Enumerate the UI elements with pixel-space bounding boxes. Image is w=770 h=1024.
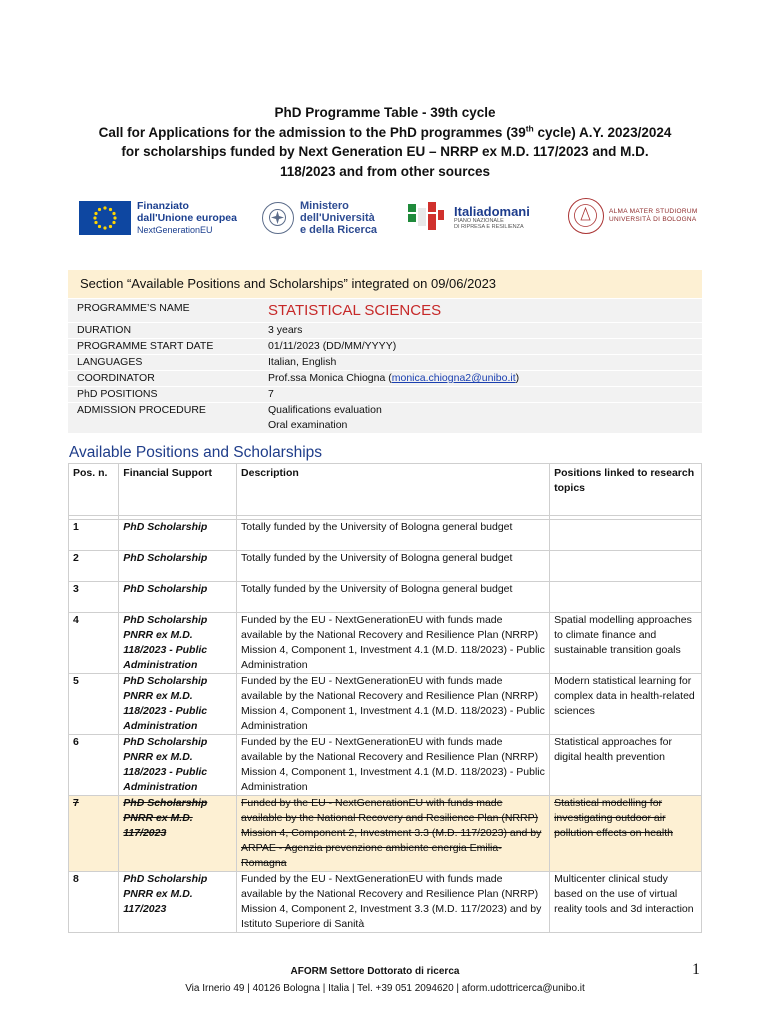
research-topic <box>550 520 702 551</box>
table-row <box>69 520 702 551</box>
mur-logo-line-1: Ministero <box>300 200 349 212</box>
italiadomani-logo <box>406 200 530 234</box>
position-number: 5 <box>69 674 119 735</box>
title-line-2-post: cycle) A.Y. 2023/2024 <box>533 124 672 140</box>
research-topic <box>550 551 702 582</box>
info-row-positions <box>68 387 702 402</box>
coordinator-close: ) <box>515 372 520 384</box>
research-topic: Modern statistical learning for complex data in health-related sciences <box>550 674 702 735</box>
logo-strip <box>0 194 770 244</box>
unibo-logo-line-1: ALMA MATER STUDIORUM <box>609 208 698 215</box>
coordinator-name: Prof.ssa Monica Chiogna ( <box>268 372 392 384</box>
position-number: 7 <box>69 796 119 872</box>
page-number: 1 <box>692 961 700 978</box>
description: Totally funded by the University of Bologna general budget <box>237 520 550 551</box>
financial-support: PhD Scholarship PNRR ex M.D. 117/2023 <box>119 872 237 933</box>
footer-address: Via Irnerio 49 | 40126 Bologna | Italia | Tel. +39 051 2094620 | aform.udottricerca@unibo.it <box>185 983 585 994</box>
table-header-row <box>69 464 702 516</box>
description: Funded by the EU - NextGenerationEU with funds made available by the National Recovery and Resilience Plan (NRRP) Mission 4, Component 1, Investment 4.1 (M.D. 118/2023) - Public Administration <box>237 735 550 796</box>
description: Funded by the EU - NextGenerationEU with funds made available by the National Recovery and Resilience Plan (NRRP) Mission 4, Component 2, Investment 3.3 (M.D. 117/2023) and by Istituto Superiore di Sanità <box>237 872 550 933</box>
eu-logo-line-1: Finanziato <box>137 200 189 212</box>
mur-logo-text <box>300 200 377 236</box>
description: Totally funded by the University of Bologna general budget <box>237 582 550 613</box>
info-row-programme <box>68 299 702 322</box>
financial-support: PhD Scholarship PNRR ex M.D. 118/2023 - Public Administration <box>119 613 237 674</box>
positions-table <box>68 463 702 933</box>
unibo-logo-text <box>609 208 698 224</box>
page-footer <box>0 963 770 997</box>
admission-step-2: Oral examination <box>268 419 348 431</box>
eu-logo-text <box>137 200 237 236</box>
mur-logo-line-2: dell'Università <box>300 212 375 224</box>
financial-support: PhD Scholarship <box>119 551 237 582</box>
financial-support: PhD Scholarship PNRR ex M.D. 118/2023 - Public Administration <box>119 674 237 735</box>
position-number: 8 <box>69 872 119 933</box>
column-header: Description <box>237 464 550 516</box>
info-value: 7 <box>260 387 702 402</box>
eu-logo <box>79 200 237 236</box>
table-row-withdrawn <box>69 796 702 872</box>
table-row <box>69 551 702 582</box>
description: Funded by the EU - NextGenerationEU with funds made available by the National Recovery and Resilience Plan (NRRP) Mission 4, Component 1, Investment 4.1 (M.D. 118/2023) - Public Administration <box>237 613 550 674</box>
page-title <box>60 103 710 181</box>
mur-logo <box>262 200 377 236</box>
info-key: PhD POSITIONS <box>77 388 158 400</box>
unibo-logo-line-2: UNIVERSITÀ DI BOLOGNA <box>609 216 697 223</box>
eu-flag-icon <box>79 201 131 235</box>
section-integration-note: Section “Available Positions and Scholarships” integrated on 09/06/2023 <box>68 270 702 298</box>
info-key: ADMISSION PROCEDURE <box>77 404 206 416</box>
unibo-seal-icon <box>568 198 604 234</box>
research-topic: Statistical modelling for investigating outdoor air pollution effects on health <box>550 796 702 872</box>
column-header: Positions linked to research topics <box>550 464 702 516</box>
info-key: LANGUAGES <box>77 356 143 368</box>
italiadomani-sub-1: PIANO NAZIONALE <box>454 217 504 224</box>
eu-logo-line-3: NextGenerationEU <box>137 225 213 235</box>
info-value: 01/11/2023 (DD/MM/YYYY) <box>260 339 702 354</box>
programme-info-table <box>68 299 702 434</box>
financial-support: PhD Scholarship PNRR ex M.D. 117/2023 <box>119 796 237 872</box>
info-value <box>260 371 702 386</box>
table-row <box>69 582 702 613</box>
info-value <box>260 403 702 433</box>
info-key: PROGRAMME START DATE <box>77 340 214 352</box>
info-key: COORDINATOR <box>77 372 155 384</box>
research-topic <box>550 582 702 613</box>
description: Totally funded by the University of Bologna general budget <box>237 551 550 582</box>
position-number: 3 <box>69 582 119 613</box>
column-header: Financial Support <box>119 464 237 516</box>
footer-office: AFORM Settore Dottorato di ricerca <box>290 966 460 977</box>
description: Funded by the EU - NextGenerationEU with funds made available by the National Recovery and Resilience Plan (NRRP) Mission 4, Component 2, Investment 3.3 (M.D. 117/2023) and by ARPAE - Agenzia prevenzione ambiente energia Emilia-Romagna <box>237 796 550 872</box>
italiadomani-mark-icon <box>406 200 450 234</box>
admission-step-1: Qualifications evaluation <box>268 404 382 416</box>
title-line-2 <box>60 123 710 143</box>
position-number: 1 <box>69 520 119 551</box>
title-line-3: for scholarships funded by Next Generation EU – NRRP ex M.D. 117/2023 and M.D. <box>121 144 649 159</box>
info-row-start-date <box>68 339 702 354</box>
description: Funded by the EU - NextGenerationEU with funds made available by the National Recovery and Resilience Plan (NRRP) Mission 4, Component 1, Investment 4.1 (M.D. 118/2023) - Public Administration <box>237 674 550 735</box>
mur-logo-line-3: e della Ricerca <box>300 224 378 236</box>
info-row-duration <box>68 323 702 338</box>
italiadomani-sub-2: DI RIPRESA E RESILIENZA <box>454 223 524 230</box>
position-number: 4 <box>69 613 119 674</box>
title-line-1: PhD Programme Table - 39th cycle <box>274 105 496 120</box>
financial-support: PhD Scholarship <box>119 582 237 613</box>
position-number: 6 <box>69 735 119 796</box>
financial-support: PhD Scholarship PNRR ex M.D. 118/2023 - Public Administration <box>119 735 237 796</box>
info-value: 3 years <box>260 323 702 338</box>
info-value: Italian, English <box>260 355 702 370</box>
position-number: 2 <box>69 551 119 582</box>
italiadomani-main: Italiadomani <box>454 203 530 219</box>
coordinator-email-link[interactable]: monica.chiogna2@unibo.it <box>391 372 516 384</box>
research-topic: Spatial modelling approaches to climate finance and sustainable transition goals <box>550 613 702 674</box>
column-header: Pos. n. <box>69 464 119 516</box>
section-heading: Available Positions and Scholarships <box>69 444 323 461</box>
info-row-languages <box>68 355 702 370</box>
info-row-coordinator <box>68 371 702 386</box>
eu-logo-line-2: dall'Unione europea <box>137 212 237 224</box>
info-key: PROGRAMME’S NAME <box>77 302 190 314</box>
title-line-2-sup: th <box>525 123 534 133</box>
table-row <box>69 735 702 796</box>
table-row <box>69 613 702 674</box>
mur-emblem-icon <box>262 202 294 234</box>
programme-name: STATISTICAL SCIENCES <box>260 299 702 322</box>
unibo-logo <box>568 198 698 234</box>
title-line-2-pre: Call for Applications for the admission to the PhD programmes (39 <box>98 124 526 140</box>
title-line-4: 118/2023 and from other sources <box>279 163 491 179</box>
info-row-admission <box>68 403 702 433</box>
research-topic: Statistical approaches for digital health prevention <box>550 735 702 796</box>
financial-support: PhD Scholarship <box>119 520 237 551</box>
info-key: DURATION <box>77 324 132 336</box>
table-row <box>69 872 702 933</box>
italiadomani-text <box>454 205 530 230</box>
research-topic: Multicenter clinical study based on the use of virtual reality tools and 3d interaction <box>550 872 702 933</box>
table-row <box>69 674 702 735</box>
